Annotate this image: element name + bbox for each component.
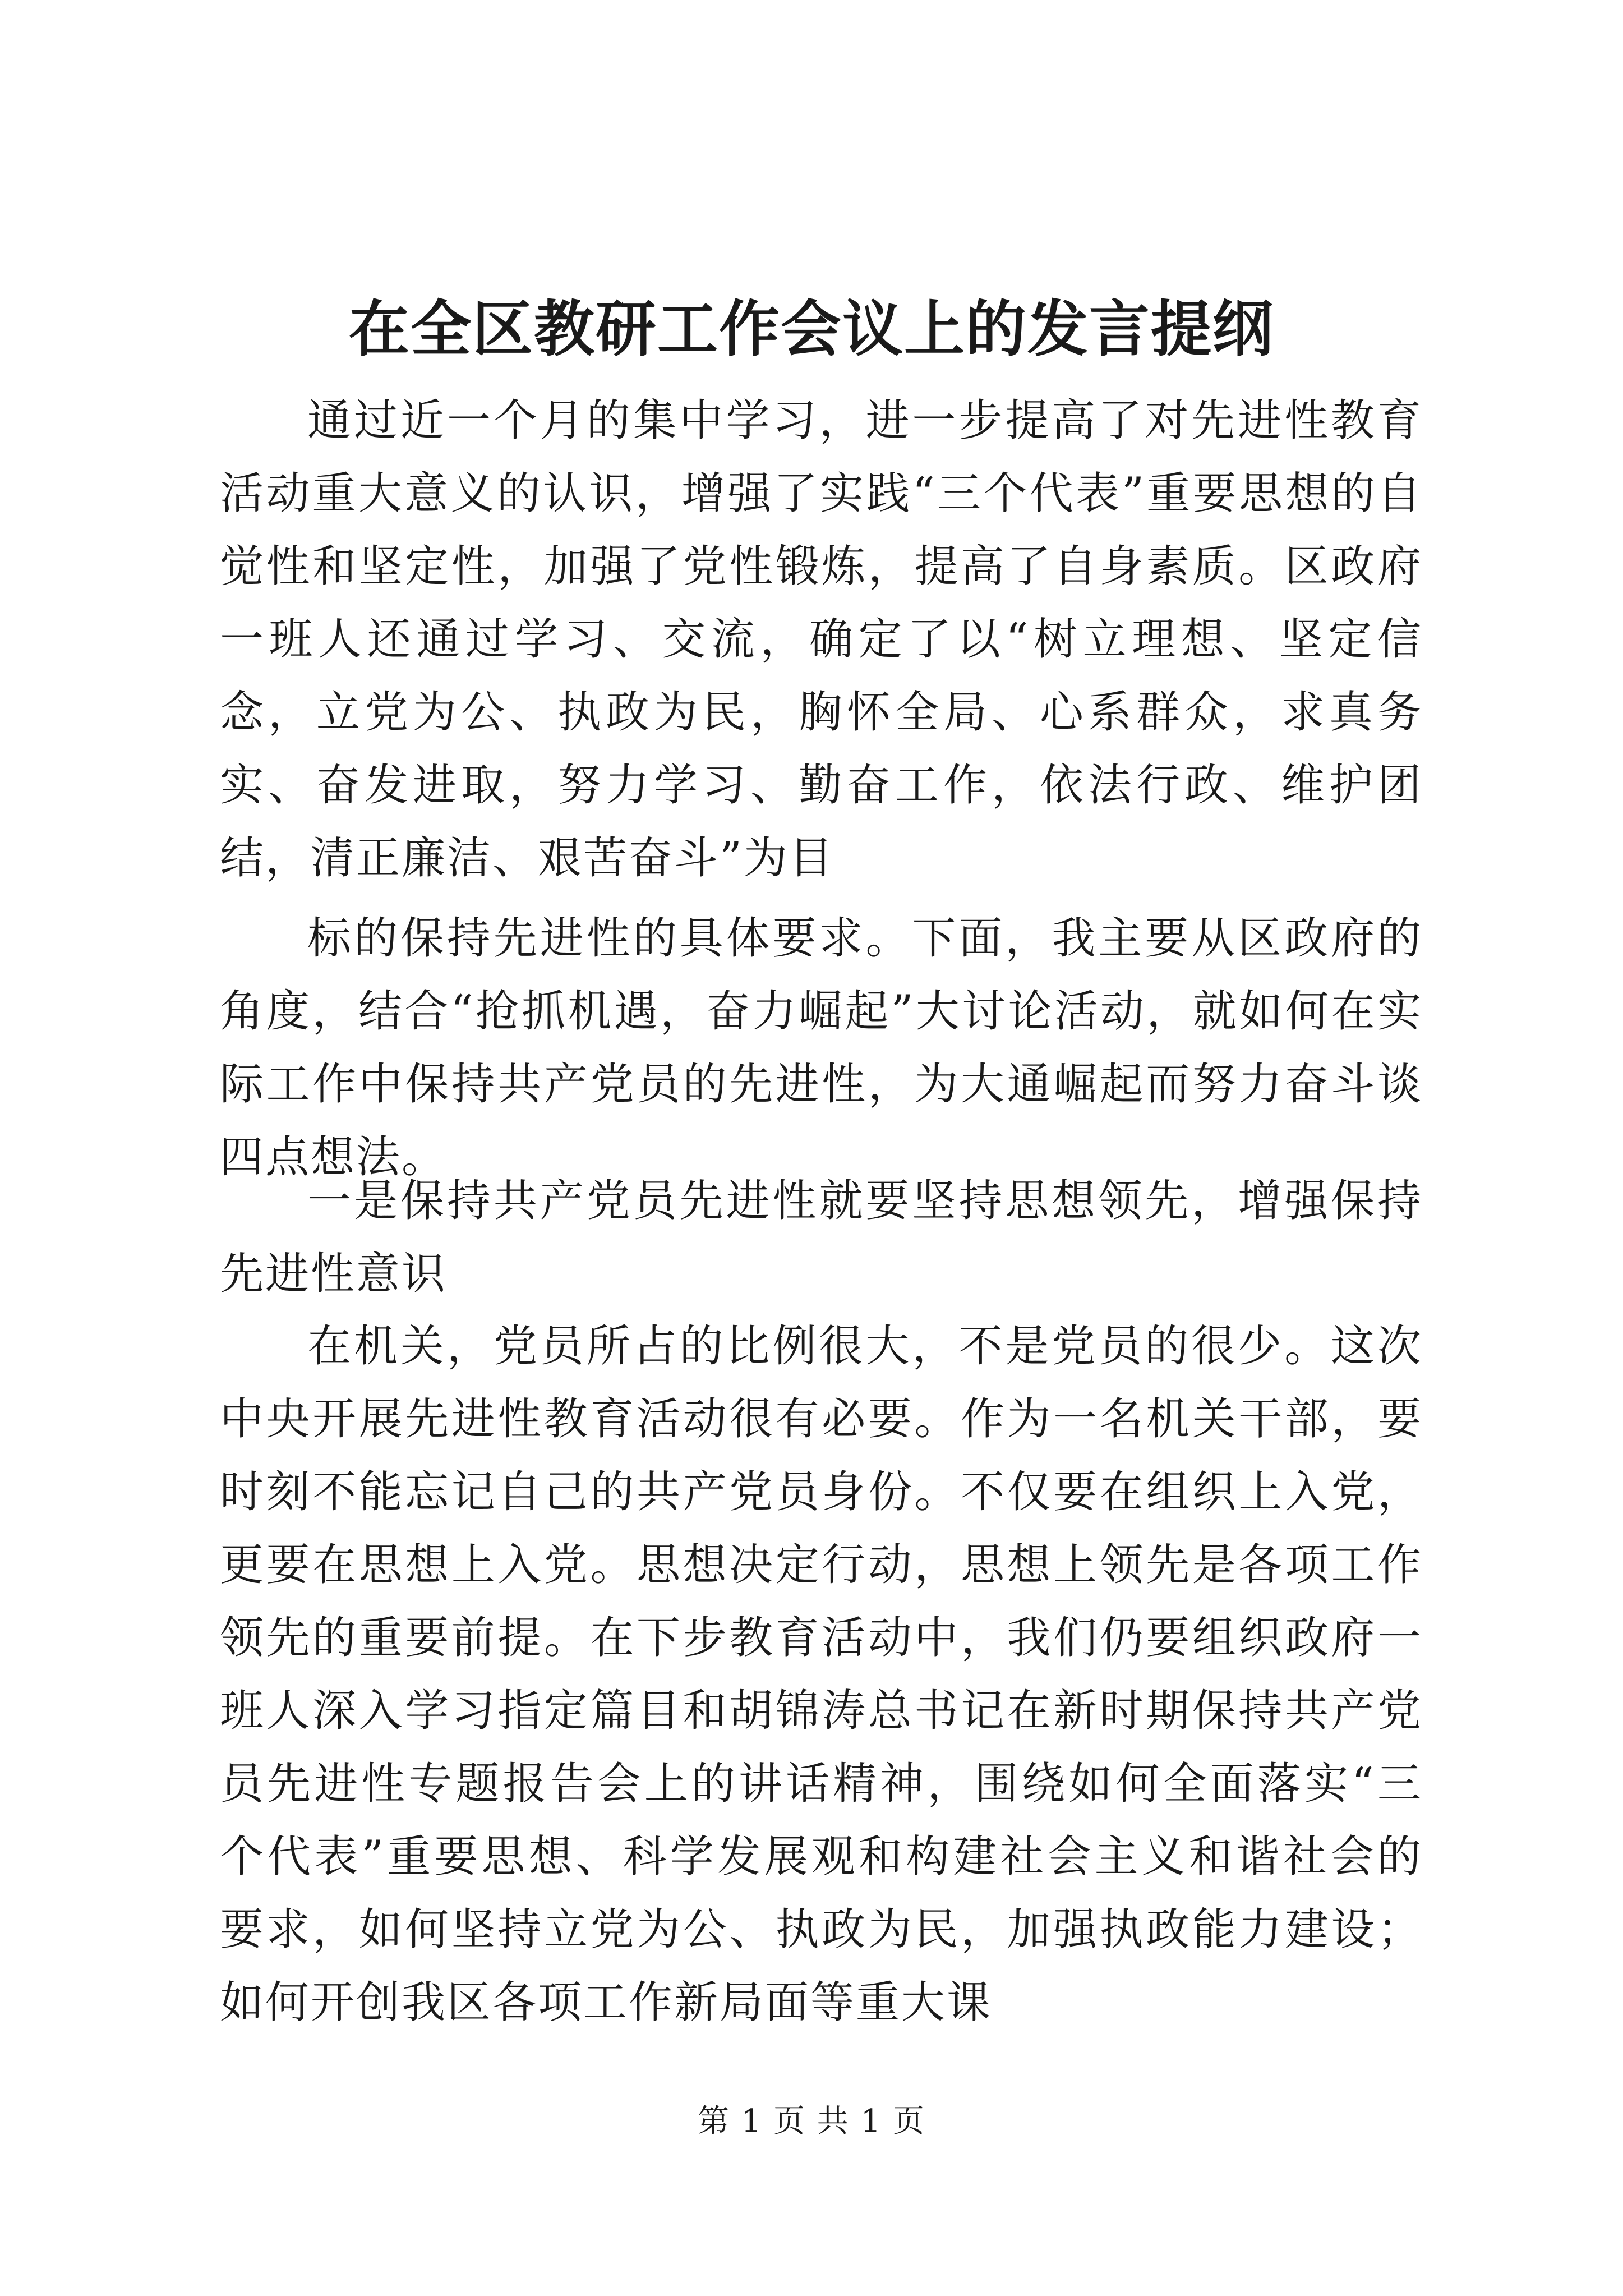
- page-footer: 第 1 页 共 1 页: [697, 2103, 926, 2139]
- paragraph-body-one: 在机关，党员所占的比例很大，不是党员的很少。这次中央开展先进性教育活动很有必要。作为一名机关干部，要时刻不能忘记自己的共产党员身份。不仅要在组织上入党，更要在思想上入党。思想决定行动，思想上领先是各项工作领先的重要前提。在下步教育活动中，我们仍要组织政府一班人深入学习指定篇目和胡锦涛总书记在新时期保持共产党员先进性专题报告会上的讲话精神，围绕如何全面落实“三个代表”重要思想、科学发展观和构建社会主义和谐社会的要求，如何坚持立党为公、执政为民，加强执政能力建设；如何开创我区各项工作新局面等重大课: [220, 1321, 1423, 2028]
- document-title: 在全区教研工作会议上的发言提纲: [348, 294, 1274, 365]
- paragraph-heading-one: 一是保持共产党员先进性就要坚持思想领先，增强保持先进性意识: [220, 1176, 1423, 1299]
- paragraph-requirements: 标的保持先进性的具体要求。下面，我主要从区政府的角度，结合“抢抓机遇，奋力崛起”大讨论活动，就如何在实际工作中保持共产党员的先进性，为大通崛起而努力奋斗谈四点想法。: [220, 913, 1423, 1182]
- paragraph-intro: 通过近一个月的集中学习，进一步提高了对先进性教育活动重大意义的认识，增强了实践“三个代表”重要思想的自觉性和坚定性，加强了党性锻炼，提高了自身素质。区政府一班人还通过学习、交流，确定了以“树立理想、坚定信念，立党为公、执政为民，胸怀全局、心系群众，求真务实、奋发进取，努力学习、勤奋工作，依法行政、维护团结，清正廉洁、艰苦奋斗”为目: [220, 395, 1423, 884]
